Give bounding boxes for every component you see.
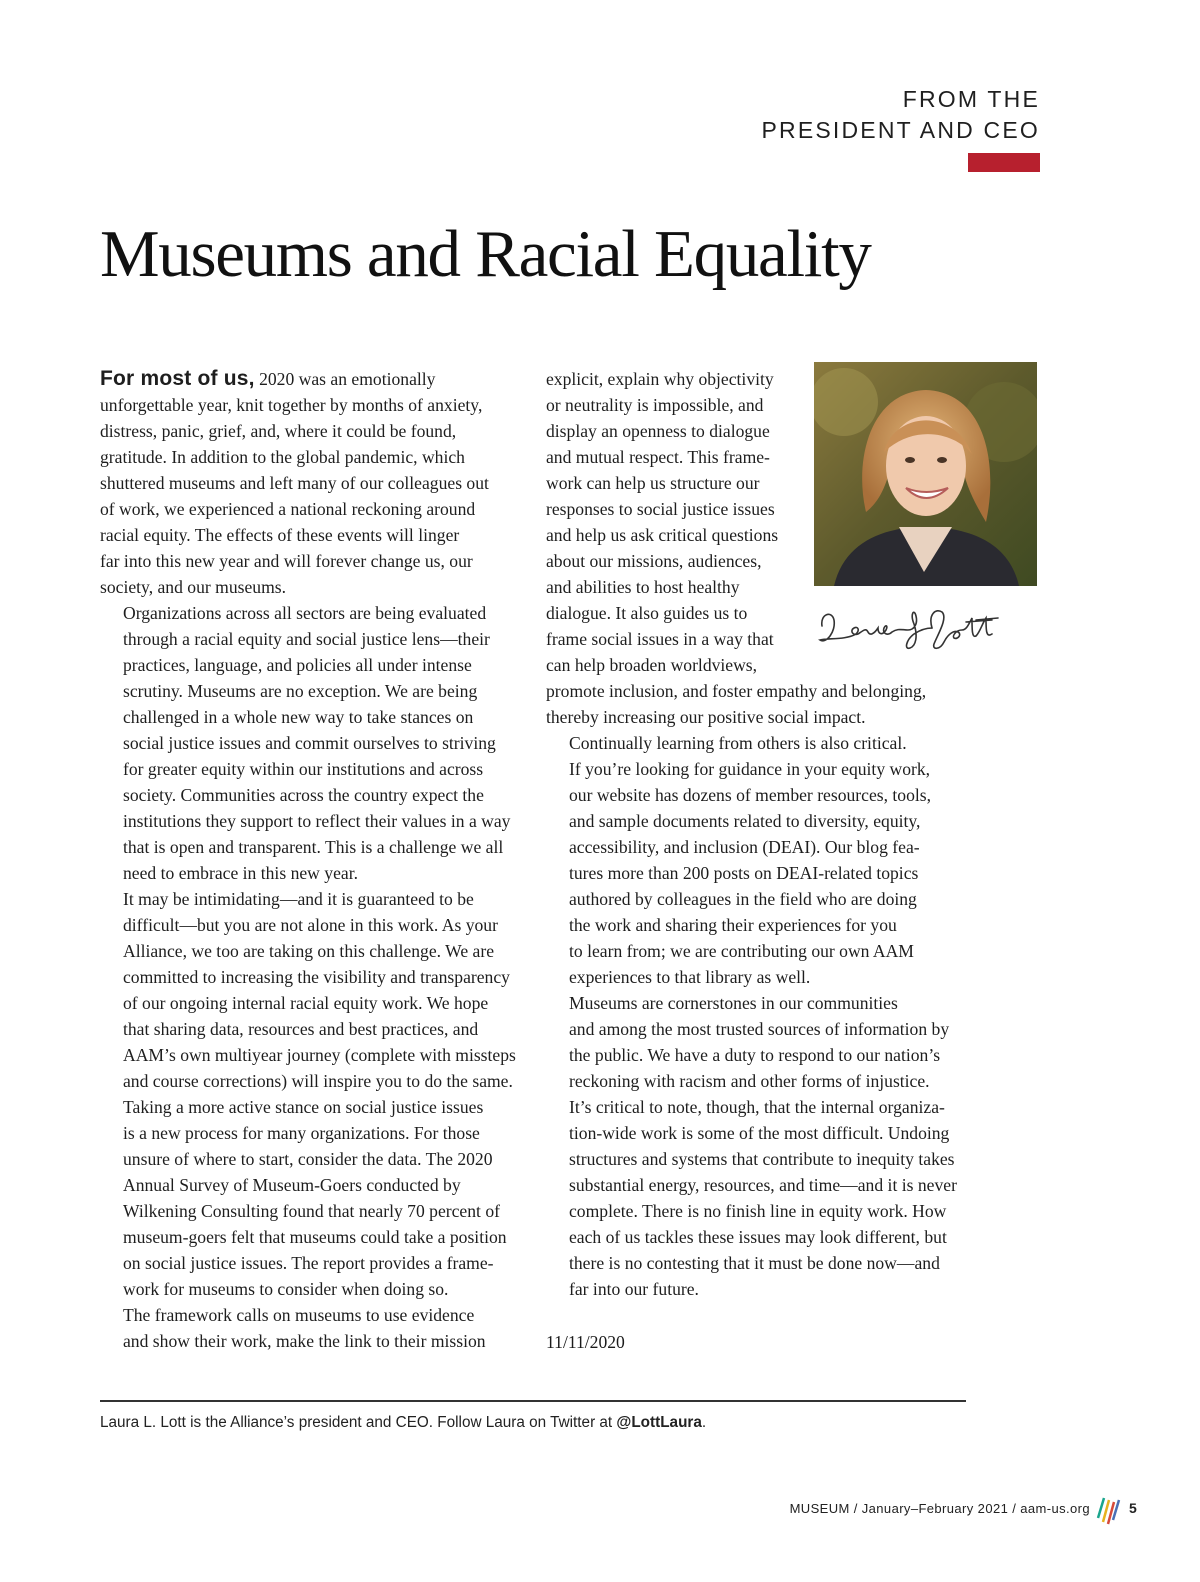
text-line: challenged in a whole new way to take stances on [123, 707, 474, 727]
text-line: Museums are cornerstones in our communities [569, 993, 898, 1013]
text-line: Continually learning from others is also critical. [569, 733, 907, 753]
text-line: the work and sharing their experiences for you [569, 915, 897, 935]
text-line: responses to social justice issues [546, 499, 775, 519]
text-line: unsure of where to start, consider the data. The 2020 [123, 1149, 493, 1169]
page-number: 5 [1129, 1500, 1137, 1516]
text-line: society, and our museums. [100, 577, 287, 597]
text-line: thereby increasing our positive social impact. [546, 707, 866, 727]
text-line: explicit, explain why objectivity [546, 369, 774, 389]
text-line: and show their work, make the link to their mission [123, 1331, 486, 1351]
accent-bar [968, 153, 1040, 172]
text-line: of our ongoing internal racial equity work. We hope [123, 993, 489, 1013]
left-paragraph [100, 600, 530, 886]
text-line: museum-goers felt that museums could take a position [123, 1227, 507, 1247]
text-line: distress, panic, grief, and, where it could be found, [100, 421, 457, 441]
kicker-line-1: FROM THE [902, 86, 1040, 112]
text-line: frame social issues in a way that [546, 629, 774, 649]
author-portrait-photo [814, 362, 1037, 586]
text-line: work for museums to consider when doing so. [123, 1279, 449, 1299]
text-line: unforgettable year, knit together by months of anxiety, [100, 395, 483, 415]
text-line: Annual Survey of Museum-Goers conducted by [123, 1175, 461, 1195]
text-line: our website has dozens of member resources, tools, [569, 785, 932, 805]
text-line: each of us tackles these issues may look different, but [569, 1227, 947, 1247]
text-line: and help us ask critical questions [546, 525, 779, 545]
right-paragraph [546, 730, 976, 990]
text-line: for greater equity within our institutions and across [123, 759, 484, 779]
text-line: It’s critical to note, though, that the internal organiza- [569, 1097, 945, 1117]
text-line: The framework calls on museums to use evidence [123, 1305, 475, 1325]
right-paragraph [546, 990, 976, 1302]
text-line: and among the most trusted sources of information by [569, 1019, 950, 1039]
text-line: the public. We have a duty to respond to our nation’s [569, 1045, 941, 1065]
text-line: that sharing data, resources and best practices, and [123, 1019, 479, 1039]
text-line: accessibility, and inclusion (DEAI). Our blog fea- [569, 837, 920, 857]
text-line: committed to increasing the visibility and transparency [123, 967, 510, 987]
text-line: Organizations across all sectors are being evaluated [123, 603, 487, 623]
text-line: and sample documents related to diversity, equity, [569, 811, 921, 831]
text-line: there is no contesting that it must be done now—and [569, 1253, 940, 1273]
author-bio [100, 1412, 706, 1434]
text-line: authored by colleagues in the field who are doing [569, 889, 917, 909]
bio-divider [100, 1400, 966, 1402]
text-line: reckoning with racism and other forms of injustice. [569, 1071, 930, 1091]
left-paragraph [100, 886, 530, 1094]
text-line: shuttered museums and left many of our colleagues out [100, 473, 489, 493]
text-line: structures and systems that contribute to inequity takes [569, 1149, 955, 1169]
text-line: or neutrality is impossible, and [546, 395, 764, 415]
text-line: of work, we experienced a national reckoning around [100, 499, 476, 519]
text-line: display an openness to dialogue [546, 421, 770, 441]
article-column-left [100, 366, 530, 1354]
text-line: It may be intimidating—and it is guaranteed to be [123, 889, 474, 909]
text-line: tion-wide work is some of the most difficult. Undoing [569, 1123, 950, 1143]
text-line: scrutiny. Museums are no exception. We are being [123, 681, 478, 701]
kicker-line-2: PRESIDENT AND CEO [761, 117, 1040, 143]
author-signature [816, 600, 1000, 660]
text-line: through a racial equity and social justice lens—their [123, 629, 490, 649]
text-line: tures more than 200 posts on DEAI-related topics [569, 863, 919, 883]
text-line: society. Communities across the country expect the [123, 785, 484, 805]
text-line: work can help us structure our [546, 473, 760, 493]
text-line: If you’re looking for guidance in your equity work, [569, 759, 931, 779]
text-line: Wilkening Consulting found that nearly 70 percent of [123, 1201, 500, 1221]
text-line: dialogue. It also guides us to [546, 603, 748, 623]
text-line: promote inclusion, and foster empathy and belonging, [546, 681, 927, 701]
aam-logo-icon [1095, 1492, 1121, 1526]
text-fragment: 2020 was an emotionally [254, 369, 436, 389]
text-line: and course corrections) will inspire you to do the same. [123, 1071, 513, 1091]
article-date: 11/11/2020 [546, 1332, 625, 1352]
twitter-handle[interactable]: @LottLaura [616, 1414, 702, 1431]
left-paragraph [100, 1094, 530, 1302]
text-line: and abilities to host healthy [546, 577, 740, 597]
left-paragraph [100, 366, 530, 600]
bio-end: . [701, 1414, 707, 1431]
text-line: far into this new year and will forever change us, our [100, 551, 473, 571]
text-line: AAM’s own multiyear journey (complete with missteps [123, 1045, 516, 1065]
text-line: complete. There is no finish line in equity work. How [569, 1201, 947, 1221]
text-line: and mutual respect. This frame- [546, 447, 770, 467]
text-line: social justice issues and commit ourselves to striving [123, 733, 496, 753]
text-line: on social justice issues. The report provides a frame- [123, 1253, 494, 1273]
text-line: can help broaden worldviews, [546, 655, 758, 675]
text-line: gratitude. In addition to the global pandemic, which [100, 447, 465, 467]
left-paragraph [100, 1302, 530, 1354]
section-kicker [761, 84, 1040, 146]
text-line: Alliance, we too are taking on this challenge. We are [123, 941, 495, 961]
text-line: substantial energy, resources, and time—and it is never [569, 1175, 957, 1195]
text-line: experiences to that library as well. [569, 967, 811, 987]
text-line: difficult—but you are not alone in this work. As your [123, 915, 498, 935]
lead-in: For most of us, [100, 367, 255, 390]
text-line: institutions they support to reflect their values in a way [123, 811, 511, 831]
text-line: to learn from; we are contributing our own AAM [569, 941, 914, 961]
text-line: far into our future. [569, 1279, 699, 1299]
text-line: that is open and transparent. This is a challenge we all [123, 837, 504, 857]
text-line: about our missions, audiences, [546, 551, 762, 571]
text-line [100, 366, 530, 392]
text-line: practices, language, and policies all under intense [123, 655, 472, 675]
running-footer: MUSEUM / January–February 2021 / aam-us.org [789, 1501, 1090, 1516]
text-line: Taking a more active stance on social justice issues [123, 1097, 484, 1117]
page-title: Museums and Racial Equality [100, 217, 871, 291]
text-line: need to embrace in this new year. [123, 863, 358, 883]
bio-text: Laura L. Lott is the Alliance’s president and CEO. Follow Laura on Twitter at [100, 1414, 617, 1431]
text-line: racial equity. The effects of these events will linger [100, 525, 460, 545]
text-line: is a new process for many organizations. For those [123, 1123, 480, 1143]
